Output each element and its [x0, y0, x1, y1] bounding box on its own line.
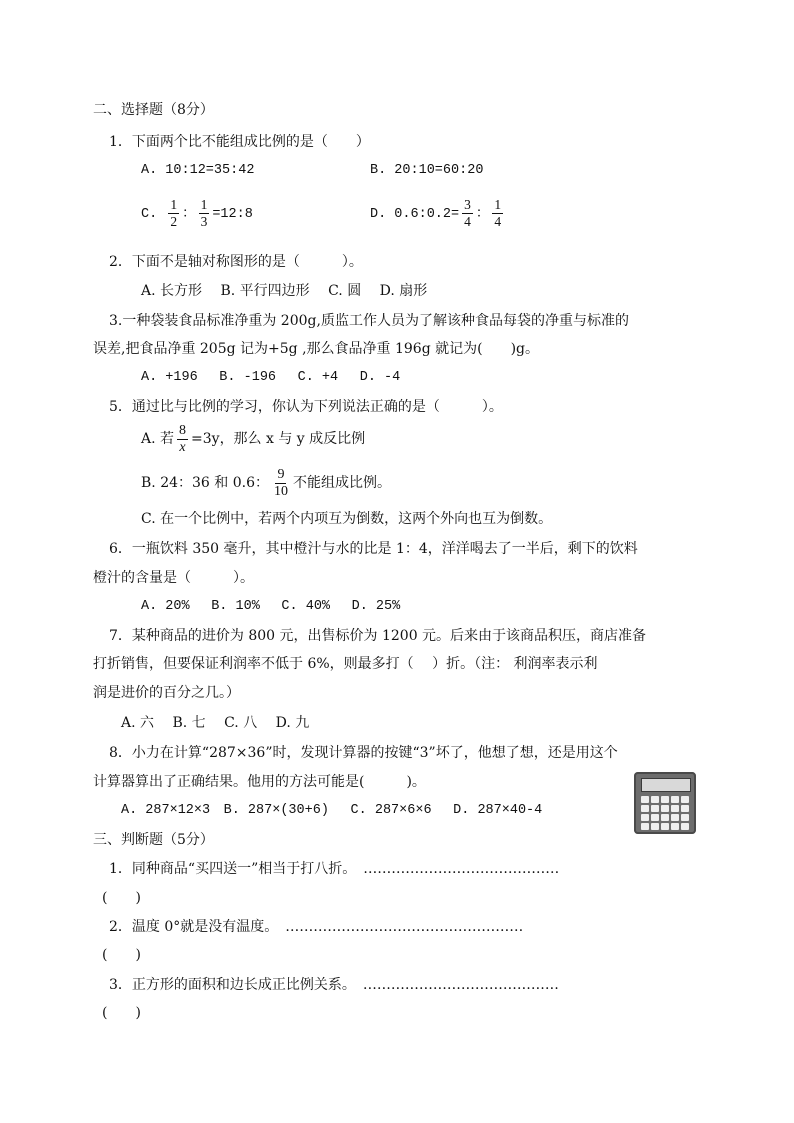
question-3-options: A. +196 B. -196 C. +4 D. -4	[141, 370, 401, 385]
calculator-icon	[634, 772, 696, 834]
question-5-option-a: A. 若 $\frac{8}{x}$ =3y，那么 x 与 y 成反比例	[141, 422, 366, 455]
judgement-3: 3．正方形的面积和边长成正比例关系。 ……………………………………	[109, 977, 559, 993]
judgement-2-answer-paren: ( )	[102, 947, 141, 963]
judgement-3-answer-paren: ( )	[102, 1005, 141, 1021]
question-7-line2: 打折销售，但要保证利润率不低于 6%，则最多打（ ）折。（注： 利润率表示利	[93, 656, 598, 672]
dotted-leader: ……………………………………………	[285, 919, 524, 935]
question-6-options: A. 20% B. 10% C. 40% D. 25%	[141, 599, 401, 614]
question-7-options: A. 六 B. 七 C. 八 D. 九	[121, 715, 310, 731]
question-1-option-a: A. 10:12=35:42	[141, 163, 255, 178]
fraction: $\frac{1}{2}$	[170, 196, 178, 229]
fraction: $\frac{8}{x}$	[179, 422, 187, 455]
judgement-1: 1．同种商品“买四送一”相当于打八折。 ……………………………………	[109, 861, 560, 877]
question-6-line2: 橙汁的含量是（ ）。	[93, 570, 254, 586]
section-title-choice: 二、选择题（8分）	[93, 102, 214, 118]
question-3-line2: 误差,把食品净重 205g 记为+5g ,那么食品净重 196g 就记为( )g。	[93, 341, 540, 357]
question-7-line1: 7．某种商品的进价为 800 元，出售标价为 1200 元。后来由于该商品积压，商店准备	[109, 628, 647, 644]
fraction: $\frac{9}{10}$	[273, 466, 288, 499]
fraction: $\frac{3}{4}$	[464, 196, 471, 229]
question-5-option-b: B. 24：36 和 0.6： $\frac{9}{10}$ 不能组成比例。	[141, 466, 391, 499]
question-3-line1: 3.一种袋装食品标准净重为 200g,质监工作人员为了解该种食品每袋的净重与标准的	[109, 313, 629, 329]
question-6-line1: 6．一瓶饮料 350 毫升，其中橙汁与水的比是 1：4，洋洋喝去了一半后，剩下的饮料	[109, 541, 638, 557]
question-7-line3: 润是进价的百分之几。）	[93, 685, 240, 701]
question-8-options: A. 287×12×3 B. 287×(30+6) C. 287×6×6 D. 287×40-4	[121, 803, 543, 818]
question-5-stem: 5．通过比与比例的学习，你认为下列说法正确的是（ ）。	[109, 399, 503, 415]
dotted-leader: ……………………………………	[363, 861, 560, 877]
question-1-option-b: B. 20:10=60:20	[370, 163, 484, 178]
dotted-leader: ……………………………………	[362, 977, 559, 993]
judgement-2: 2．温度 0°就是没有温度。 ……………………………………………	[109, 919, 524, 935]
fraction: $\frac{1}{4}$	[494, 196, 502, 229]
question-1-option-c: C. $\frac{1}{2}$ ： $\frac{1}{3}$ =12:8	[141, 196, 253, 229]
judgement-1-answer-paren: ( )	[102, 890, 141, 906]
section-title-judgement: 三、判断题（5分）	[93, 832, 214, 848]
question-2-options: A. 长方形 B. 平行四边形 C. 圆 D. 扇形	[141, 283, 428, 299]
question-1-stem: 1．下面两个比不能组成比例的是（ ）	[109, 134, 370, 150]
question-1-option-d: D. 0.6:0.2= $\frac{3}{4}$ ： $\frac{1}{4}$	[370, 196, 502, 229]
question-8-line1: 8．小力在计算“287×36”时，发现计算器的按键“3”坏了，他想了想，还是用这个	[109, 745, 618, 761]
question-2-stem: 2．下面不是轴对称图形的是（ ）。	[109, 254, 363, 270]
question-8-line2: 计算器算出了正确结果。他用的方法可能是( )。	[93, 774, 426, 790]
question-5-option-c: C. 在一个比例中，若两个内项互为倒数，这两个外向也互为倒数。	[141, 511, 553, 527]
fraction: $\frac{1}{3}$	[200, 196, 208, 229]
